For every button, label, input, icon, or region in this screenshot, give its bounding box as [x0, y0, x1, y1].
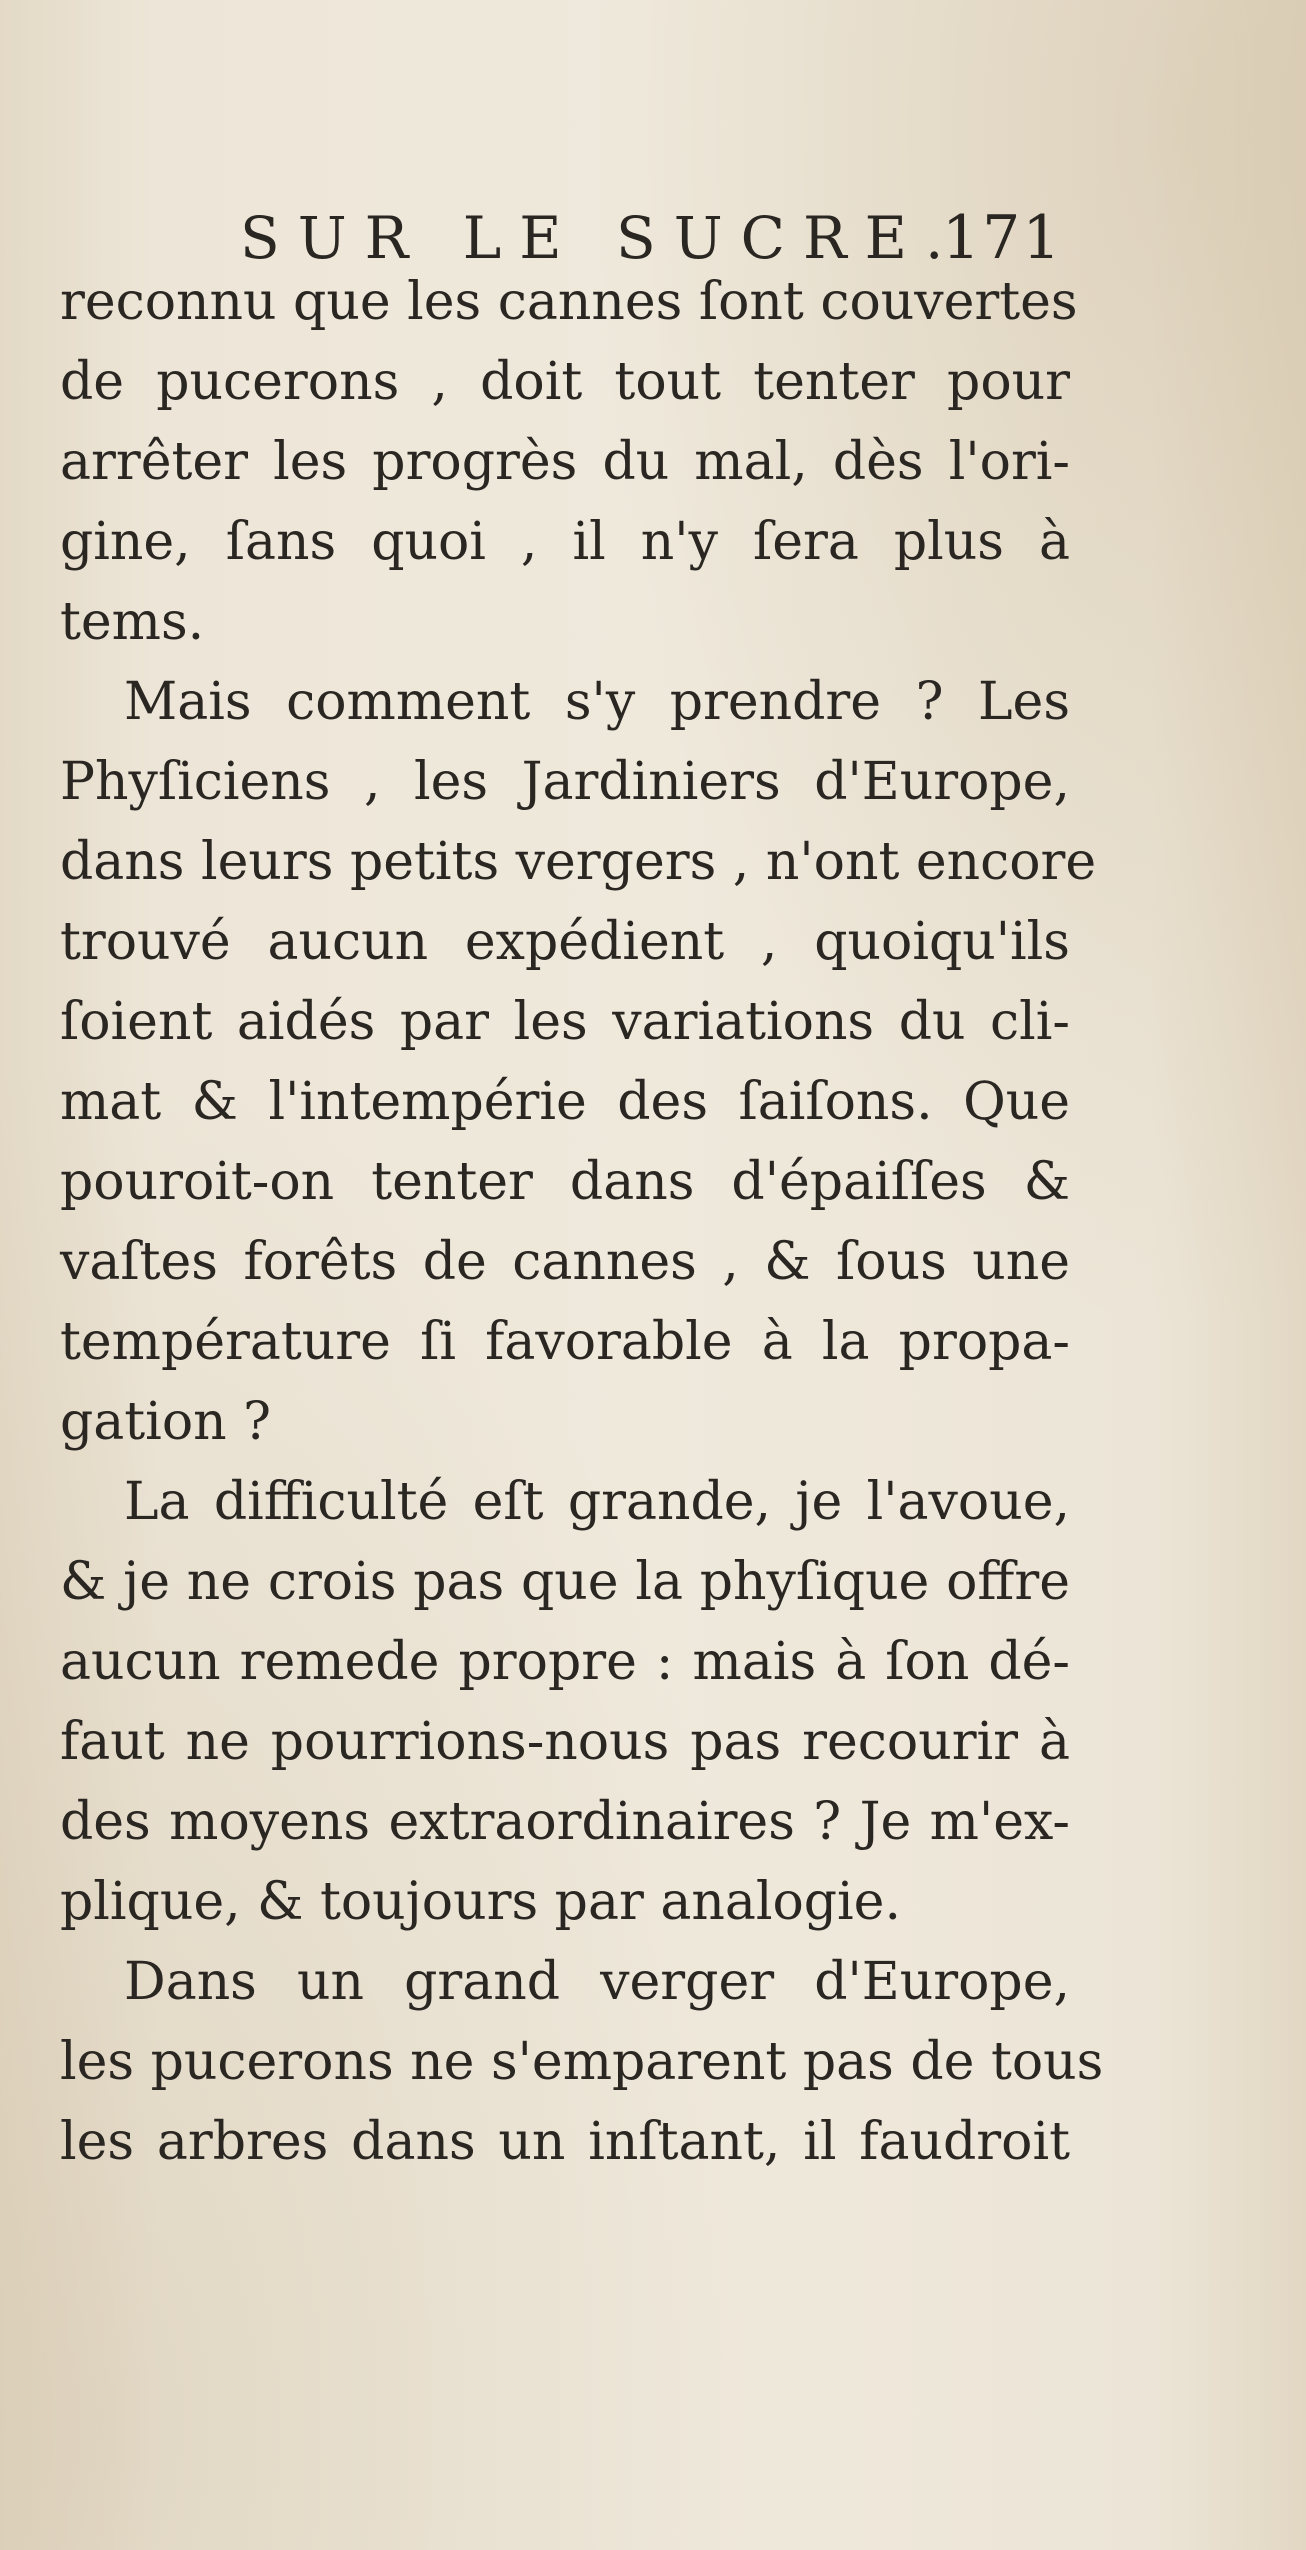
- text-line: reconnu que les cannes ſont couvertes: [60, 272, 1078, 332]
- text-line: les pucerons ne s'emparent pas de tous: [60, 2032, 1104, 2092]
- text-line: trouvé aucun expédient , quoiqu'ils: [60, 912, 1070, 972]
- text-line: gation ?: [60, 1392, 272, 1452]
- text-line: les arbres dans un inſtant, il faudroit: [60, 2112, 1070, 2172]
- text-line: plique, & toujours par analogie.: [60, 1872, 901, 1932]
- text-line: vaſtes forêts de cannes , & ſous une: [60, 1232, 1070, 1292]
- text-line: tems.: [60, 592, 205, 652]
- text-line: Phyſiciens , les Jardiniers d'Europe,: [60, 752, 1070, 812]
- page-number: 171: [942, 203, 1063, 273]
- text-line: aucun remede propre : mais à ſon dé-: [60, 1632, 1070, 1692]
- text-line: ſoient aidés par les variations du cli-: [60, 992, 1070, 1052]
- text-line: & je ne crois pas que la phyſique offre: [60, 1552, 1070, 1612]
- text-line: gine, ſans quoi , il n'y ſera plus à: [60, 512, 1070, 572]
- text-line: mat & l'intempérie des ſaiſons. Que: [60, 1072, 1070, 1132]
- text-line: dans leurs petits vergers , n'ont encore: [60, 832, 1097, 892]
- text-line: des moyens extraordinaires ? Je m'ex-: [60, 1792, 1070, 1852]
- text-line: pouroit-on tenter dans d'épaiſſes &: [60, 1152, 1070, 1212]
- text-line: température ſi favorable à la propa-: [60, 1312, 1070, 1372]
- text-line: arrêter les progrès du mal, dès l'ori-: [60, 432, 1070, 492]
- text-line: Mais comment s'y prendre ? Les: [124, 672, 1070, 732]
- text-line: Dans un grand verger d'Europe,: [124, 1952, 1070, 2012]
- text-line: faut ne pourrions-nous pas recourir à: [60, 1712, 1070, 1772]
- body-text: [60, 262, 1104, 2182]
- running-head-title: SUR LE SUCRE.: [240, 204, 962, 272]
- text-line: de pucerons , doit tout tenter pour: [60, 352, 1070, 412]
- text-line: La difficulté eſt grande, je l'avoue,: [124, 1472, 1070, 1532]
